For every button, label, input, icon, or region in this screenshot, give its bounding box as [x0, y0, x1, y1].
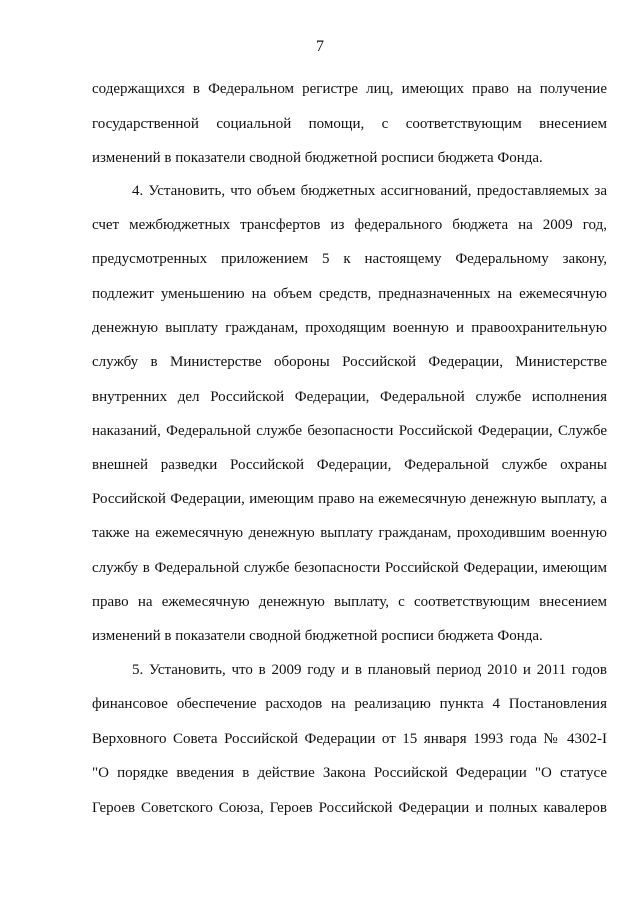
paragraph-line: 4. Установить, что объем бюджетных ассигнований, предоставляемых за: [132, 183, 607, 199]
paragraph-line: внутренних дел Российской Федерации, Федеральной службе исполнения: [92, 389, 607, 405]
paragraph-line: подлежит уменьшению на объем средств, предназначенных на ежемесячную: [92, 286, 607, 302]
paragraph-line: изменений в показатели сводной бюджетной росписи бюджета Фонда.: [92, 150, 543, 166]
paragraph-line: службу в Федеральной службе безопасности Российской Федерации, имеющим: [92, 560, 607, 576]
paragraph-line: предусмотренных приложением 5 к настоящему Федеральному закону,: [92, 251, 607, 267]
paragraph-line: "О порядке введения в действие Закона Российской Федерации "О статусе: [92, 765, 607, 781]
paragraph-line: также на ежемесячную денежную выплату гражданам, проходившим военную: [92, 525, 607, 541]
paragraph-line: изменений в показатели сводной бюджетной росписи бюджета Фонда.: [92, 628, 543, 644]
paragraph-line: службу в Министерстве обороны Российской Федерации, Министерстве: [92, 354, 607, 370]
paragraph-line: денежную выплату гражданам, проходящим военную и правоохранительную: [92, 320, 607, 336]
paragraph-line: Российской Федерации, имеющим право на ежемесячную денежную выплату, а: [92, 491, 607, 507]
paragraph-line: государственной социальной помощи, с соответствующим внесением: [92, 116, 607, 132]
paragraph-line: Верховного Совета Российской Федерации от 15 января 1993 года № 4302-I: [92, 731, 607, 747]
paragraph-line: внешней разведки Российской Федерации, Федеральной службе охраны: [92, 457, 607, 473]
paragraph-line: счет межбюджетных трансфертов из федерального бюджета на 2009 год,: [92, 217, 607, 233]
paragraph-line: право на ежемесячную денежную выплату, с соответствующим внесением: [92, 594, 607, 610]
page-number: 7: [316, 38, 324, 55]
paragraph-line: содержащихся в Федеральном регистре лиц, имеющих право на получение: [92, 81, 607, 97]
paragraph-line: финансовое обеспечение расходов на реализацию пункта 4 Постановления: [92, 696, 607, 712]
paragraph-line: 5. Установить, что в 2009 году и в плановый период 2010 и 2011 годов: [132, 662, 607, 678]
paragraph-line: наказаний, Федеральной службе безопасности Российской Федерации, Службе: [92, 423, 607, 439]
paragraph-line: Героев Советского Союза, Героев Российской Федерации и полных кавалеров: [92, 800, 607, 816]
